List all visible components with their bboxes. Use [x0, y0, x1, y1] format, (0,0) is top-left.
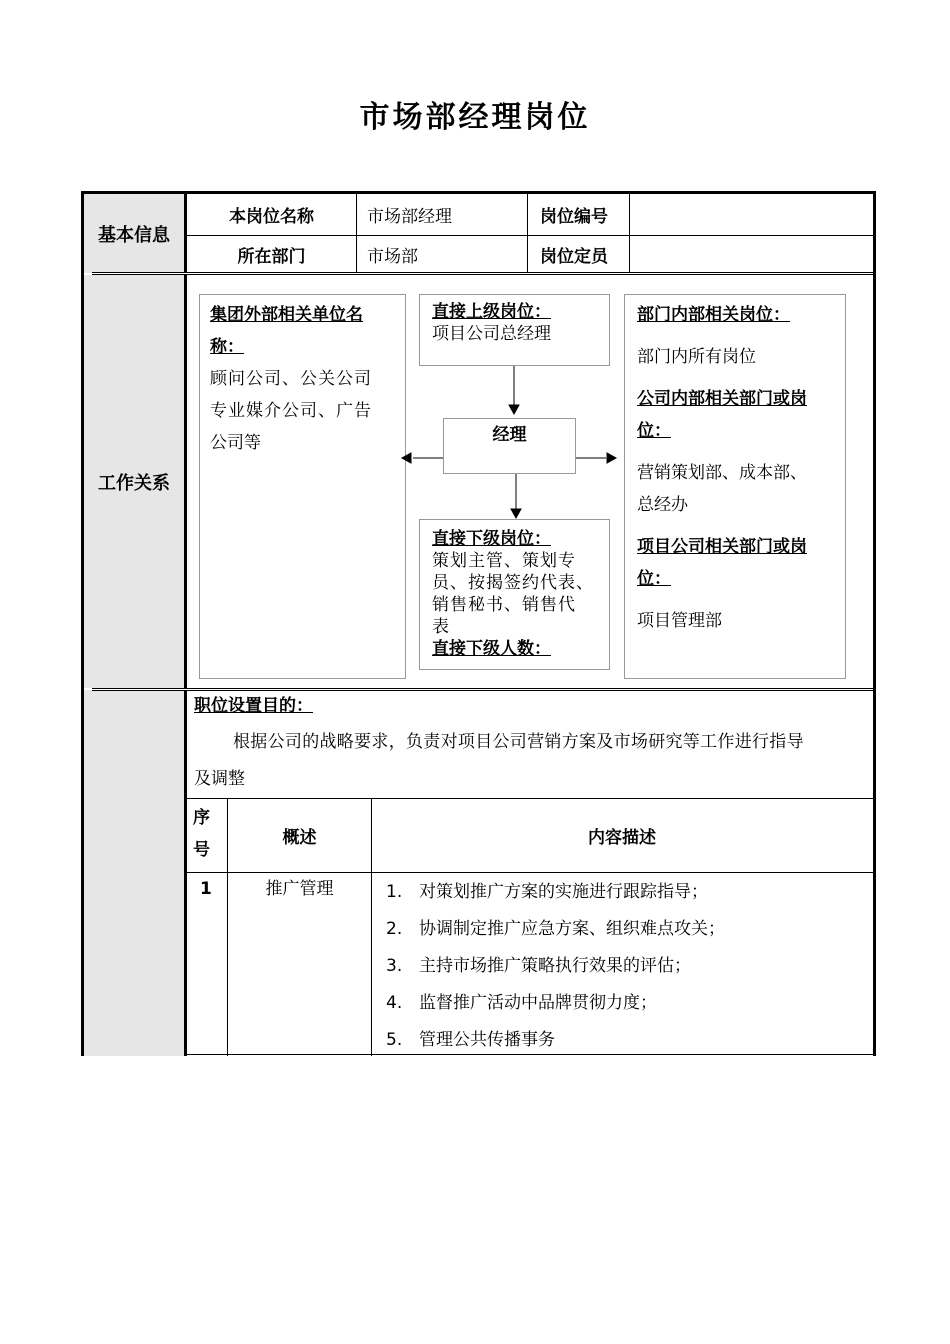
- duty-item-number: 5.: [386, 1030, 403, 1050]
- col-header-no: [193, 802, 210, 866]
- arrow-down-to-subordinate: [511, 509, 521, 518]
- external-line-1: 顾问公司、公关公司: [210, 369, 372, 389]
- manager-label: 经理: [492, 425, 527, 445]
- name-label: 本岗位名称: [229, 207, 314, 227]
- duty-item-number: 2.: [386, 919, 403, 939]
- duty-item-text: 管理公共传播事务: [419, 1030, 555, 1050]
- section-label-relations-text: 工作关系: [98, 472, 170, 494]
- duty-item: [386, 985, 725, 1022]
- purpose-heading: 职位设置目的：: [194, 696, 313, 716]
- internal-value-2b: 总经办: [637, 495, 688, 515]
- internal-heading-2b: 位：: [637, 421, 671, 441]
- code-label: 岗位编号: [540, 207, 608, 227]
- staff-label: 岗位定员: [540, 246, 608, 267]
- page-title: 市场部经理岗位: [359, 100, 591, 135]
- col-header-content: 内容描述: [588, 827, 656, 848]
- duty-item-number: 1.: [386, 882, 403, 902]
- subordinate-count-label: 直接下级人数：: [432, 639, 551, 659]
- external-heading-2: 称：: [210, 337, 244, 357]
- dept-label: 所在部门: [237, 246, 306, 267]
- col-header-summary: 概述: [282, 827, 317, 848]
- subordinate-heading: 直接下级岗位：: [432, 529, 551, 549]
- arrow-down-to-manager: [509, 405, 519, 414]
- col-header-no-1: 序: [193, 808, 210, 828]
- external-line-2: 专业媒介公司、广告: [210, 401, 372, 421]
- section-divider: [92, 688, 873, 691]
- internal-heading-3b: 位：: [637, 569, 671, 589]
- internal-value-1: 部门内所有岗位: [637, 347, 756, 367]
- external-line-3: 公司等: [210, 433, 261, 453]
- row-no: 1: [200, 879, 212, 899]
- superior-value: 项目公司总经理: [432, 324, 551, 344]
- name-value: 市场部经理: [367, 207, 452, 227]
- external-heading-1: 集团外部相关单位名: [210, 305, 363, 325]
- superior-heading: 直接上级岗位：: [432, 302, 551, 322]
- duty-item-text: 对策划推广方案的实施进行跟踪指导；: [419, 882, 708, 902]
- duty-item: [386, 874, 725, 911]
- duty-item: [386, 1022, 725, 1059]
- internal-value-2a: 营销策划部、成本部、: [637, 463, 807, 483]
- arrow-left-to-external: [402, 453, 411, 463]
- dept-value: 市场部: [367, 246, 418, 267]
- section-label-basic-text: 基本信息: [98, 224, 170, 246]
- subordinate-line-2: 员、按揭签约代表、: [432, 573, 594, 593]
- duty-item-number: 4.: [386, 993, 403, 1013]
- duty-item-text: 监督推广活动中品牌贯彻力度；: [419, 993, 657, 1013]
- duty-item: [386, 911, 725, 948]
- subordinate-line-1: 策划主管、策划专: [432, 551, 576, 571]
- internal-value-3: 项目管理部: [637, 611, 722, 631]
- subordinate-line-3: 销售秘书、销售代: [432, 595, 576, 615]
- purpose-line-2: 及调整: [194, 769, 245, 789]
- duty-item: [386, 948, 725, 985]
- internal-heading-2a: 公司内部相关部门或岗: [637, 389, 807, 409]
- arrow-right-to-internal: [607, 453, 616, 463]
- internal-heading-3a: 项目公司相关部门或岗: [637, 537, 807, 557]
- subordinate-line-4: 表: [432, 617, 449, 637]
- duty-list: [386, 874, 725, 1059]
- row-divider: [187, 872, 873, 873]
- internal-heading-1: 部门内部相关岗位：: [637, 305, 790, 325]
- col-header-no-2: 号: [193, 840, 210, 860]
- duty-item-text: 主持市场推广策略执行效果的评估；: [419, 956, 691, 976]
- purpose-line-1: 根据公司的战略要求，负责对项目公司营销方案及市场研究等工作进行指导: [233, 732, 804, 752]
- duty-item-text: 协调制定推广应急方案、组织难点攻关；: [419, 919, 725, 939]
- duty-item-number: 3.: [386, 956, 403, 976]
- row-summary: 推广管理: [265, 879, 334, 899]
